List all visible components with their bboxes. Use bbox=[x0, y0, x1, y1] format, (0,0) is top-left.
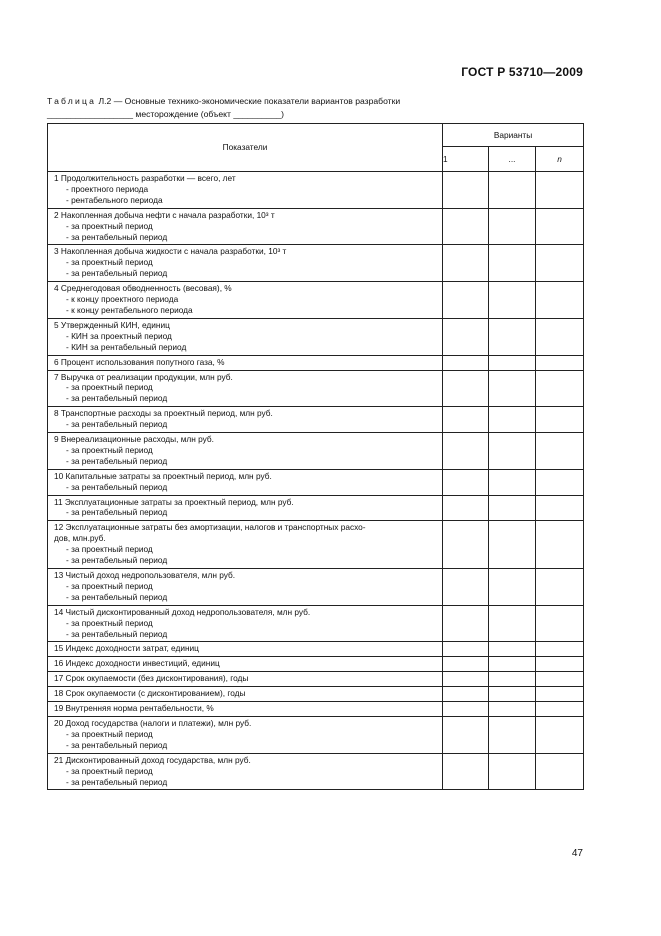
variant-value-cell bbox=[443, 753, 489, 790]
table-row bbox=[48, 282, 584, 319]
indicator-cell bbox=[48, 569, 443, 606]
variant-header-n: n bbox=[536, 147, 584, 172]
caption-line-1 bbox=[47, 95, 607, 108]
variant-value-cell bbox=[536, 407, 584, 433]
indicator-title: 16 Индекс доходности инвестиций, единиц bbox=[54, 658, 220, 669]
indicator-title: 3 Накопленная добыча жидкости с начала разработки, 10³ т bbox=[54, 246, 287, 257]
variant-value-cell bbox=[443, 702, 489, 717]
variant-value-cell bbox=[536, 716, 584, 753]
variant-value-cell bbox=[443, 172, 489, 209]
table-row bbox=[48, 407, 584, 433]
variant-value-cell bbox=[536, 569, 584, 606]
column-header-indicators: Показатели bbox=[48, 124, 443, 172]
variant-value-cell bbox=[489, 469, 536, 495]
indicator-subitem: - за проектный период bbox=[66, 617, 153, 628]
indicator-subitem: - к концу проектного периода bbox=[66, 294, 179, 305]
variant-value-cell bbox=[489, 318, 536, 355]
table-row bbox=[48, 433, 584, 470]
variant-value-cell bbox=[443, 716, 489, 753]
indicator-title: 13 Чистый доход недропользователя, млн руб. bbox=[54, 570, 236, 580]
indicator-subitem: - за рентабельный период bbox=[66, 739, 168, 750]
variant-value-cell bbox=[489, 672, 536, 687]
table-row bbox=[48, 716, 584, 753]
indicator-subitem: - за проектный период bbox=[66, 765, 153, 776]
variant-value-cell bbox=[536, 753, 584, 790]
table-row bbox=[48, 569, 584, 606]
indicator-subitem: - за рентабельный период bbox=[66, 455, 168, 466]
table-row bbox=[48, 172, 584, 209]
variant-value-cell bbox=[536, 642, 584, 657]
variant-value-cell bbox=[536, 245, 584, 282]
table-row bbox=[48, 318, 584, 355]
variant-value-cell bbox=[443, 370, 489, 407]
caption-label: Таблица bbox=[47, 96, 97, 106]
variant-value-cell bbox=[536, 208, 584, 245]
indicator-title: 18 Срок окупаемости (с дисконтированием), годы bbox=[54, 688, 246, 699]
indicator-title: 15 Индекс доходности затрат, единиц bbox=[54, 643, 199, 654]
indicator-title: 10 Капитальные затраты за проектный период, млн руб. bbox=[54, 470, 272, 481]
indicator-cell bbox=[48, 407, 443, 433]
variant-value-cell bbox=[443, 495, 489, 521]
variant-value-cell bbox=[536, 172, 584, 209]
indicator-title: 6 Процент использования попутного газа, % bbox=[54, 356, 225, 367]
variant-value-cell bbox=[489, 282, 536, 319]
table-row bbox=[48, 605, 584, 642]
variant-value-cell bbox=[489, 370, 536, 407]
indicator-title: 11 Эксплуатационные затраты за проектный период, млн руб. bbox=[54, 496, 294, 507]
variant-value-cell bbox=[489, 433, 536, 470]
standard-number: ГОСТ Р 53710—2009 bbox=[461, 65, 583, 79]
variant-value-cell bbox=[443, 657, 489, 672]
indicator-subitem: - за проектный период bbox=[66, 580, 153, 591]
variant-value-cell bbox=[489, 407, 536, 433]
variant-value-cell bbox=[536, 657, 584, 672]
indicator-subitem: - за рентабельный период bbox=[66, 776, 168, 787]
indicator-cell bbox=[48, 716, 443, 753]
indicator-cell bbox=[48, 433, 443, 470]
table-row bbox=[48, 753, 584, 790]
page-number: 47 bbox=[571, 848, 583, 859]
table-row bbox=[48, 495, 584, 521]
indicator-title: 12 Эксплуатационные затраты без амортизации, налогов и транспортных расхо- bbox=[54, 522, 366, 533]
variant-value-cell bbox=[489, 569, 536, 606]
indicator-cell bbox=[48, 282, 443, 319]
indicator-subitem: - за рентабельный период bbox=[66, 507, 168, 518]
table-body bbox=[48, 172, 584, 790]
variant-value-cell bbox=[536, 318, 584, 355]
indicator-title: 19 Внутренняя норма рентабельности, % bbox=[54, 703, 214, 714]
variant-value-cell bbox=[443, 521, 489, 569]
indicator-title: 4 Среднегодовая обводненность (весовая), % bbox=[54, 283, 232, 294]
table-row bbox=[48, 469, 584, 495]
variant-value-cell bbox=[443, 642, 489, 657]
variant-value-cell bbox=[443, 355, 489, 370]
indicator-subitem: - за рентабельный период bbox=[66, 268, 168, 279]
table-row bbox=[48, 672, 584, 687]
indicator-title: 20 Доход государства (налоги и платежи), млн руб. bbox=[54, 717, 252, 728]
indicator-title: 9 Внереализационные расходы, млн руб. bbox=[54, 434, 214, 445]
variant-value-cell bbox=[536, 521, 584, 569]
table-row bbox=[48, 208, 584, 245]
indicator-subitem: - за рентабельный период bbox=[66, 481, 168, 492]
indicator-subitem: - за рентабельный период bbox=[66, 419, 168, 430]
indicator-subitem: - к концу рентабельного периода bbox=[66, 304, 193, 315]
indicator-cell bbox=[48, 469, 443, 495]
variant-value-cell bbox=[489, 753, 536, 790]
indicator-subitem: - КИН за рентабельный период bbox=[66, 341, 187, 352]
variant-value-cell bbox=[443, 605, 489, 642]
variant-value-cell bbox=[489, 521, 536, 569]
indicator-cell bbox=[48, 318, 443, 355]
variant-value-cell bbox=[489, 495, 536, 521]
indicator-cell bbox=[48, 172, 443, 209]
variant-value-cell bbox=[536, 355, 584, 370]
variant-value-cell bbox=[443, 282, 489, 319]
indicator-subitem: - за проектный период bbox=[66, 728, 153, 739]
indicator-title: 8 Транспортные расходы за проектный период, млн руб. bbox=[54, 408, 273, 419]
indicator-subitem: - за проектный период bbox=[66, 382, 153, 393]
variant-value-cell bbox=[489, 245, 536, 282]
variant-value-cell bbox=[489, 657, 536, 672]
variant-value-cell bbox=[489, 208, 536, 245]
indicator-title: 17 Срок окупаемости (без дисконтирования), годы bbox=[54, 673, 249, 684]
variant-value-cell bbox=[489, 702, 536, 717]
variant-value-cell bbox=[536, 702, 584, 717]
indicator-title: 5 Утвержденный КИН, единиц bbox=[54, 319, 170, 330]
indicator-title: 7 Выручка от реализации продукции, млн руб. bbox=[54, 371, 233, 382]
variant-value-cell bbox=[443, 469, 489, 495]
indicator-subitem: - за проектный период bbox=[66, 444, 153, 455]
indicator-subitem: - КИН за проектный период bbox=[66, 330, 172, 341]
table-row bbox=[48, 370, 584, 407]
indicator-cell bbox=[48, 521, 443, 569]
table-row bbox=[48, 355, 584, 370]
variant-value-cell bbox=[489, 642, 536, 657]
indicator-cell bbox=[48, 687, 443, 702]
variant-value-cell bbox=[443, 569, 489, 606]
indicators-table bbox=[47, 123, 584, 790]
variant-value-cell bbox=[443, 245, 489, 282]
indicator-subitem: - за проектный период bbox=[66, 257, 153, 268]
variant-header-ellipsis: ... bbox=[489, 147, 536, 172]
indicator-subitem: - рентабельного периода bbox=[66, 194, 163, 205]
variant-header-1: 1 bbox=[443, 147, 489, 172]
indicator-subitem: - за рентабельный период bbox=[66, 591, 168, 602]
indicator-cell bbox=[48, 245, 443, 282]
indicator-title: 2 Накопленная добыча нефти с начала разработки, 10³ т bbox=[54, 209, 275, 220]
variant-value-cell bbox=[489, 716, 536, 753]
indicator-title: 14 Чистый дисконтированный доход недропользователя, млн руб. bbox=[54, 606, 311, 617]
variant-value-cell bbox=[489, 355, 536, 370]
indicator-cell bbox=[48, 208, 443, 245]
indicator-subitem: - за проектный период bbox=[66, 220, 153, 231]
indicator-subitem: - за рентабельный период bbox=[66, 555, 168, 566]
variant-value-cell bbox=[443, 407, 489, 433]
caption-title: Л.2 — Основные технико-экономические показатели вариантов разработки bbox=[96, 96, 401, 106]
table-row bbox=[48, 642, 584, 657]
indicator-cell bbox=[48, 642, 443, 657]
indicator-title-continued: дов, млн.руб. bbox=[54, 533, 106, 544]
variant-value-cell bbox=[536, 672, 584, 687]
variant-value-cell bbox=[489, 687, 536, 702]
indicator-cell bbox=[48, 753, 443, 790]
table-row bbox=[48, 245, 584, 282]
variant-value-cell bbox=[536, 469, 584, 495]
variant-value-cell bbox=[489, 605, 536, 642]
indicator-cell bbox=[48, 657, 443, 672]
variant-value-cell bbox=[443, 687, 489, 702]
variant-value-cell bbox=[443, 433, 489, 470]
table-row bbox=[48, 657, 584, 672]
variant-value-cell bbox=[443, 318, 489, 355]
variant-value-cell bbox=[536, 433, 584, 470]
variant-value-cell bbox=[536, 370, 584, 407]
table-row bbox=[48, 702, 584, 717]
table-caption bbox=[47, 95, 607, 121]
variant-value-cell bbox=[443, 672, 489, 687]
indicator-subitem: - проектного периода bbox=[66, 183, 149, 194]
indicator-cell bbox=[48, 370, 443, 407]
indicator-title: 21 Дисконтированный доход государства, млн руб. bbox=[54, 754, 251, 765]
indicator-subitem: - за рентабельный период bbox=[66, 231, 168, 242]
indicator-subitem: - за рентабельный период bbox=[66, 628, 168, 639]
variant-value-cell bbox=[443, 208, 489, 245]
variant-value-cell bbox=[489, 172, 536, 209]
caption-line-2: __________________ месторождение (объект __________) bbox=[47, 109, 285, 119]
indicator-subitem: - за рентабельный период bbox=[66, 393, 168, 404]
variant-value-cell bbox=[536, 687, 584, 702]
indicator-cell bbox=[48, 702, 443, 717]
table-row bbox=[48, 521, 584, 569]
indicator-title: 1 Продолжительность разработки — всего, лет bbox=[54, 173, 236, 183]
variant-value-cell bbox=[536, 605, 584, 642]
indicator-cell bbox=[48, 495, 443, 521]
variant-value-cell bbox=[536, 495, 584, 521]
column-header-variants: Варианты bbox=[443, 124, 584, 147]
table-row bbox=[48, 687, 584, 702]
indicator-cell bbox=[48, 605, 443, 642]
indicator-cell bbox=[48, 355, 443, 370]
indicator-cell bbox=[48, 672, 443, 687]
variant-value-cell bbox=[536, 282, 584, 319]
indicator-subitem: - за проектный период bbox=[66, 544, 153, 555]
